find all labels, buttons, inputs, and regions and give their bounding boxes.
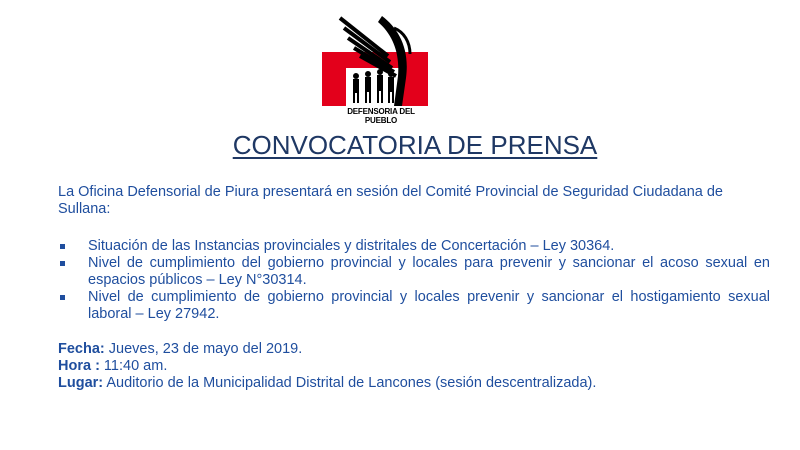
square-bullet-icon [60, 295, 65, 300]
place-label: Lugar: [58, 375, 104, 391]
list-item-text: Situación de las Instancias provinciales y distritales de Concertación – Ley 30364. [88, 238, 615, 254]
date-row [58, 341, 770, 358]
page-title: CONVOCATORIA DE PRENSA [232, 130, 598, 160]
square-bullet-icon [60, 261, 65, 266]
time-label: Hora : [58, 358, 100, 374]
press-release-body [58, 184, 770, 392]
square-bullet-icon [60, 244, 65, 249]
time-value: 11:40 am. [99, 358, 168, 374]
list-item-text: Nivel de cumplimiento de gobierno provincial y locales prevenir y sancionar el hostigamiento sexual laboral – Ley 27942. [88, 289, 770, 322]
place-row [58, 375, 770, 392]
list-item [58, 289, 770, 323]
place-value: Auditorio de la Municipalidad Distrital de Lancones (sesión descentralizada). [103, 375, 597, 391]
logo-caption: DEFENSORIA DEL PUEBLO [347, 107, 415, 125]
date-value: Jueves, 23 de mayo del 2019. [104, 341, 303, 357]
defensoria-logo [318, 8, 438, 123]
event-details [58, 341, 770, 392]
intro-paragraph: La Oficina Defensorial de Piura presentará en sesión del Comité Provincial de Seguridad Ciudadana de Sullana: [58, 184, 723, 217]
logo-emblem-icon [318, 8, 438, 108]
date-label: Fecha: [58, 341, 105, 357]
time-row [58, 358, 770, 375]
list-item [58, 255, 770, 289]
list-item-text: Nivel de cumplimiento del gobierno provincial y locales para prevenir y sancionar el acoso sexual en espacios públicos – Ley N°30314. [88, 255, 770, 288]
topics-list [58, 238, 770, 323]
list-item [58, 238, 770, 255]
